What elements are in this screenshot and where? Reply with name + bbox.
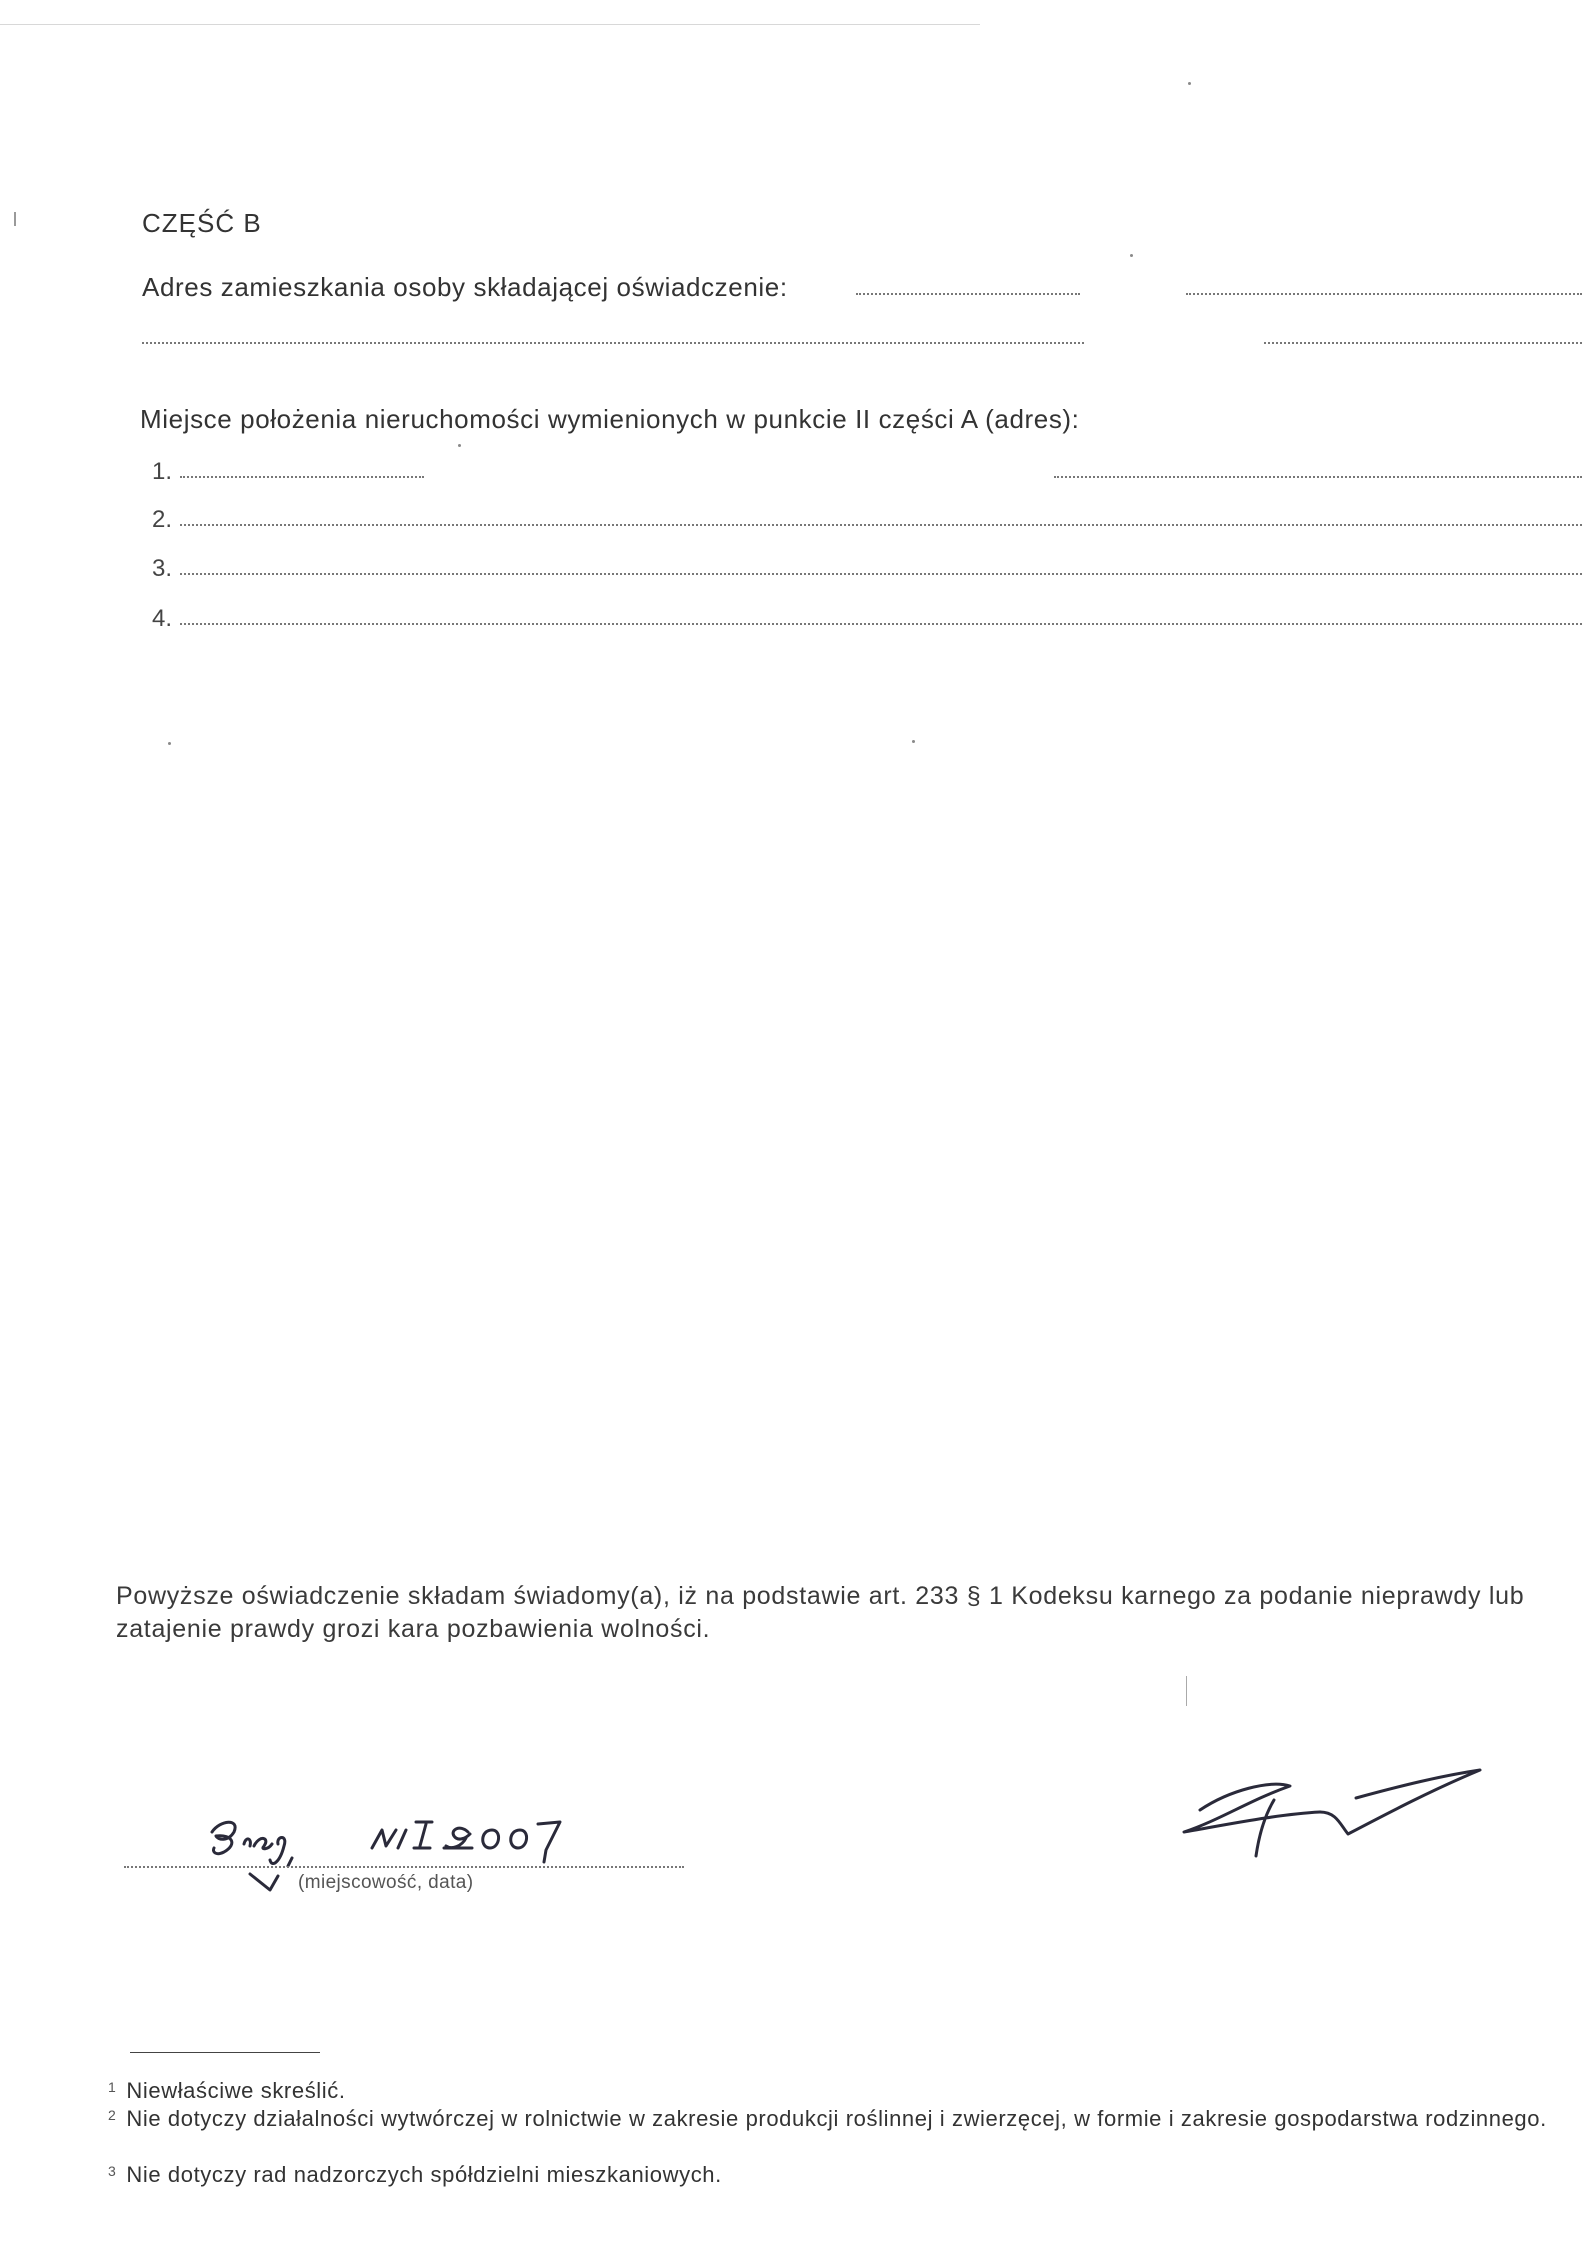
address-line-2a[interactable]	[142, 342, 1084, 344]
signature	[1170, 1750, 1490, 1860]
scan-speck	[458, 444, 461, 447]
legal-statement: Powyższe oświadczenie składam świadomy(a), iż na podstawie art. 233 § 1 Kodeksu karnego za podanie nieprawdy lub zatajenie prawdy grozi kara pozbawienia wolności.	[116, 1582, 1525, 1643]
property-item-number: 1.	[152, 458, 173, 485]
address-label: Adres zamieszkania osoby składającej oświadczenie:	[142, 272, 788, 302]
footnote-3	[108, 2158, 722, 2188]
footnote-text: Niewłaściwe skreślić.	[126, 2078, 346, 2103]
scan-mark	[14, 212, 16, 226]
scan-edge-line	[0, 24, 980, 25]
section-title: CZĘŚĆ B	[142, 208, 262, 238]
place-date-caption: (miejscowość, data)	[298, 1872, 474, 1893]
scan-speck	[168, 742, 171, 745]
scan-speck	[1188, 82, 1191, 85]
property-item-number: 3.	[152, 555, 173, 582]
property-item-number: 4.	[152, 605, 173, 632]
place-date-line[interactable]	[124, 1866, 684, 1868]
footnote-mark: 3	[108, 2163, 117, 2179]
scan-mark	[1186, 1676, 1187, 1706]
scan-speck	[912, 740, 915, 743]
footnote-text: Nie dotyczy rad nadzorczych spółdzielni mieszkaniowych.	[126, 2162, 722, 2187]
footnote-separator	[130, 2052, 320, 2053]
footnote-mark: 2	[108, 2107, 117, 2123]
property-line-3[interactable]	[180, 573, 1582, 575]
property-line-2[interactable]	[180, 524, 1582, 526]
footnote-1	[108, 2074, 346, 2104]
address-line-1a[interactable]	[856, 293, 1080, 295]
property-line-1b[interactable]	[1054, 476, 1582, 478]
property-label: Miejsce położenia nieruchomości wymienionych w punkcie II części A (adres):	[140, 404, 1080, 434]
property-line-1a[interactable]	[180, 476, 424, 478]
property-item-number: 2.	[152, 506, 173, 533]
footnote-mark: 1	[108, 2079, 117, 2095]
address-line-2b[interactable]	[1264, 342, 1582, 344]
property-line-4[interactable]	[180, 623, 1582, 625]
footnote-text: Nie dotyczy działalności wytwórczej w rolnictwie w zakresie produkcji roślinnej i zwierzęcej, w formie i zakresie gospodarstwa rodzinnego.	[126, 2106, 1547, 2131]
footnote-2	[108, 2102, 1558, 2132]
address-line-1b[interactable]	[1186, 293, 1582, 295]
scan-speck	[1130, 254, 1133, 257]
